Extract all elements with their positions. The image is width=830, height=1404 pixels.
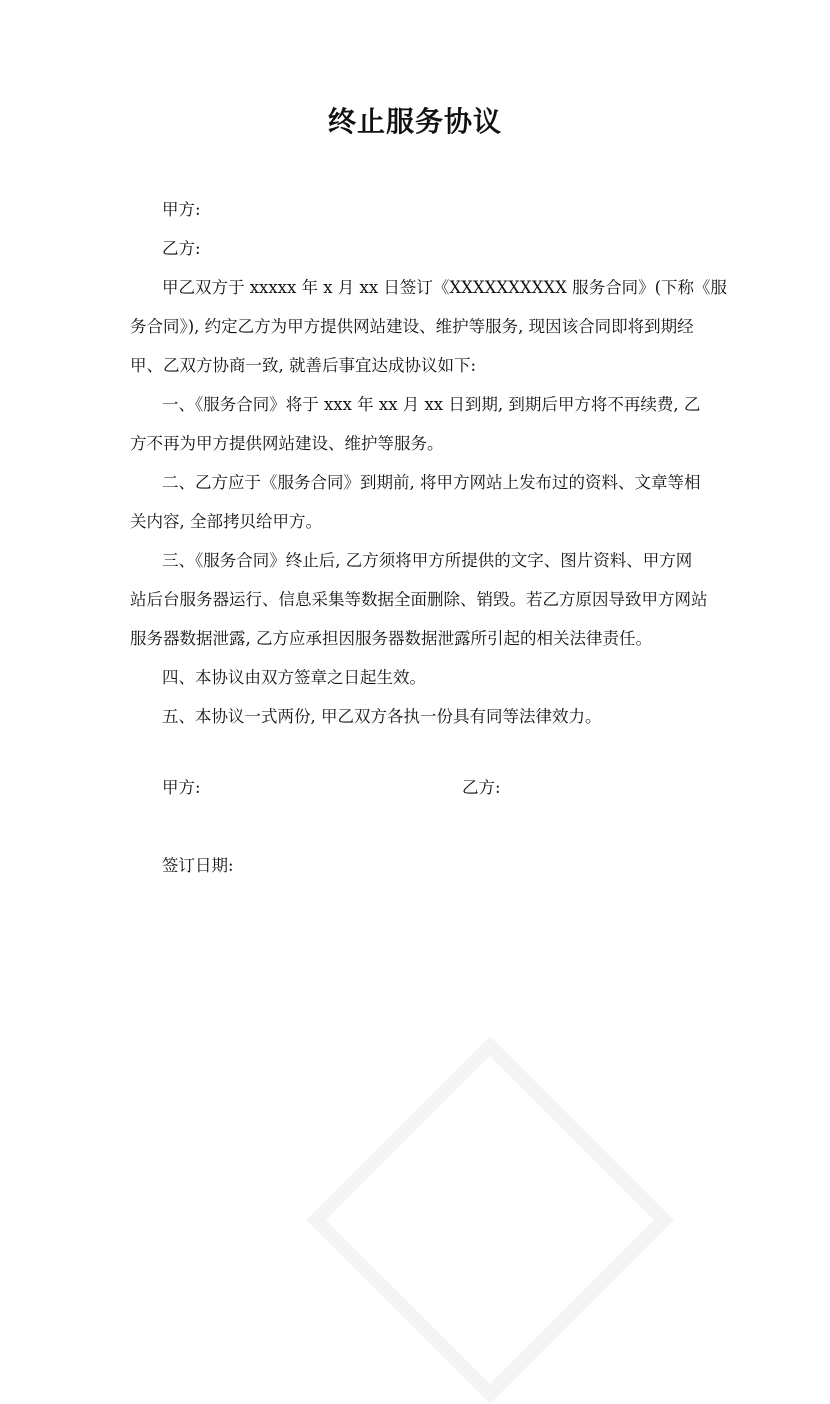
paragraph-1 bbox=[130, 385, 730, 463]
document-title: 终止服务协议 bbox=[327, 105, 502, 138]
paragraph-line: 四、本协议由双方签章之日起生效。 bbox=[162, 668, 426, 687]
paragraph-line: 甲乙双方于 xxxxx 年 x 月 xx 日签订《XXXXXXXXXX 服务合同》(下称《服 bbox=[162, 278, 728, 297]
paragraph-line: 三、《服务合同》终止后, 乙方须将甲方所提供的文字、图片资料、甲方网 bbox=[162, 551, 693, 570]
signature-party-a: 甲方: bbox=[162, 778, 201, 797]
document-body bbox=[130, 190, 730, 736]
paragraph-3 bbox=[130, 541, 730, 658]
paragraph-line: 方不再为甲方提供网站建设、维护等服务。 bbox=[130, 434, 444, 453]
paragraph-5 bbox=[130, 697, 730, 736]
paragraph-0 bbox=[130, 268, 730, 385]
paragraph-line: 五、本协议一式两份, 甲乙双方各执一份具有同等法律效力。 bbox=[162, 707, 602, 726]
watermark-shape bbox=[306, 1036, 674, 1404]
paragraph-line: 二、乙方应于《服务合同》到期前, 将甲方网站上发布过的资料、文章等相 bbox=[162, 473, 701, 492]
paragraph-line: 关内容, 全部拷贝给甲方。 bbox=[130, 512, 322, 531]
paragraphs bbox=[130, 268, 730, 736]
signing-date-label: 签订日期: bbox=[162, 856, 234, 875]
paragraph-line: 务合同》), 约定乙方为甲方提供网站建设、维护等服务, 现因该合同即将到期经 bbox=[130, 317, 694, 336]
paragraph-line: 甲、乙双方协商一致, 就善后事宜达成协议如下: bbox=[130, 356, 477, 375]
party-a-label: 甲方: bbox=[162, 200, 201, 219]
signature-party-b: 乙方: bbox=[462, 778, 501, 797]
paragraph-line: 一、《服务合同》将于 xxx 年 xx 月 xx 日到期, 到期后甲方将不再续费, 乙 bbox=[162, 395, 701, 414]
paragraph-line: 站后台服务器运行、信息采集等数据全面删除、销毁。若乙方原因导致甲方网站 bbox=[130, 590, 708, 609]
paragraph-4 bbox=[130, 658, 730, 697]
paragraph-2 bbox=[130, 463, 730, 541]
paragraph-line: 服务器数据泄露, 乙方应承担因服务器数据泄露所引起的相关法律责任。 bbox=[130, 629, 652, 648]
party-b-label: 乙方: bbox=[162, 239, 201, 258]
